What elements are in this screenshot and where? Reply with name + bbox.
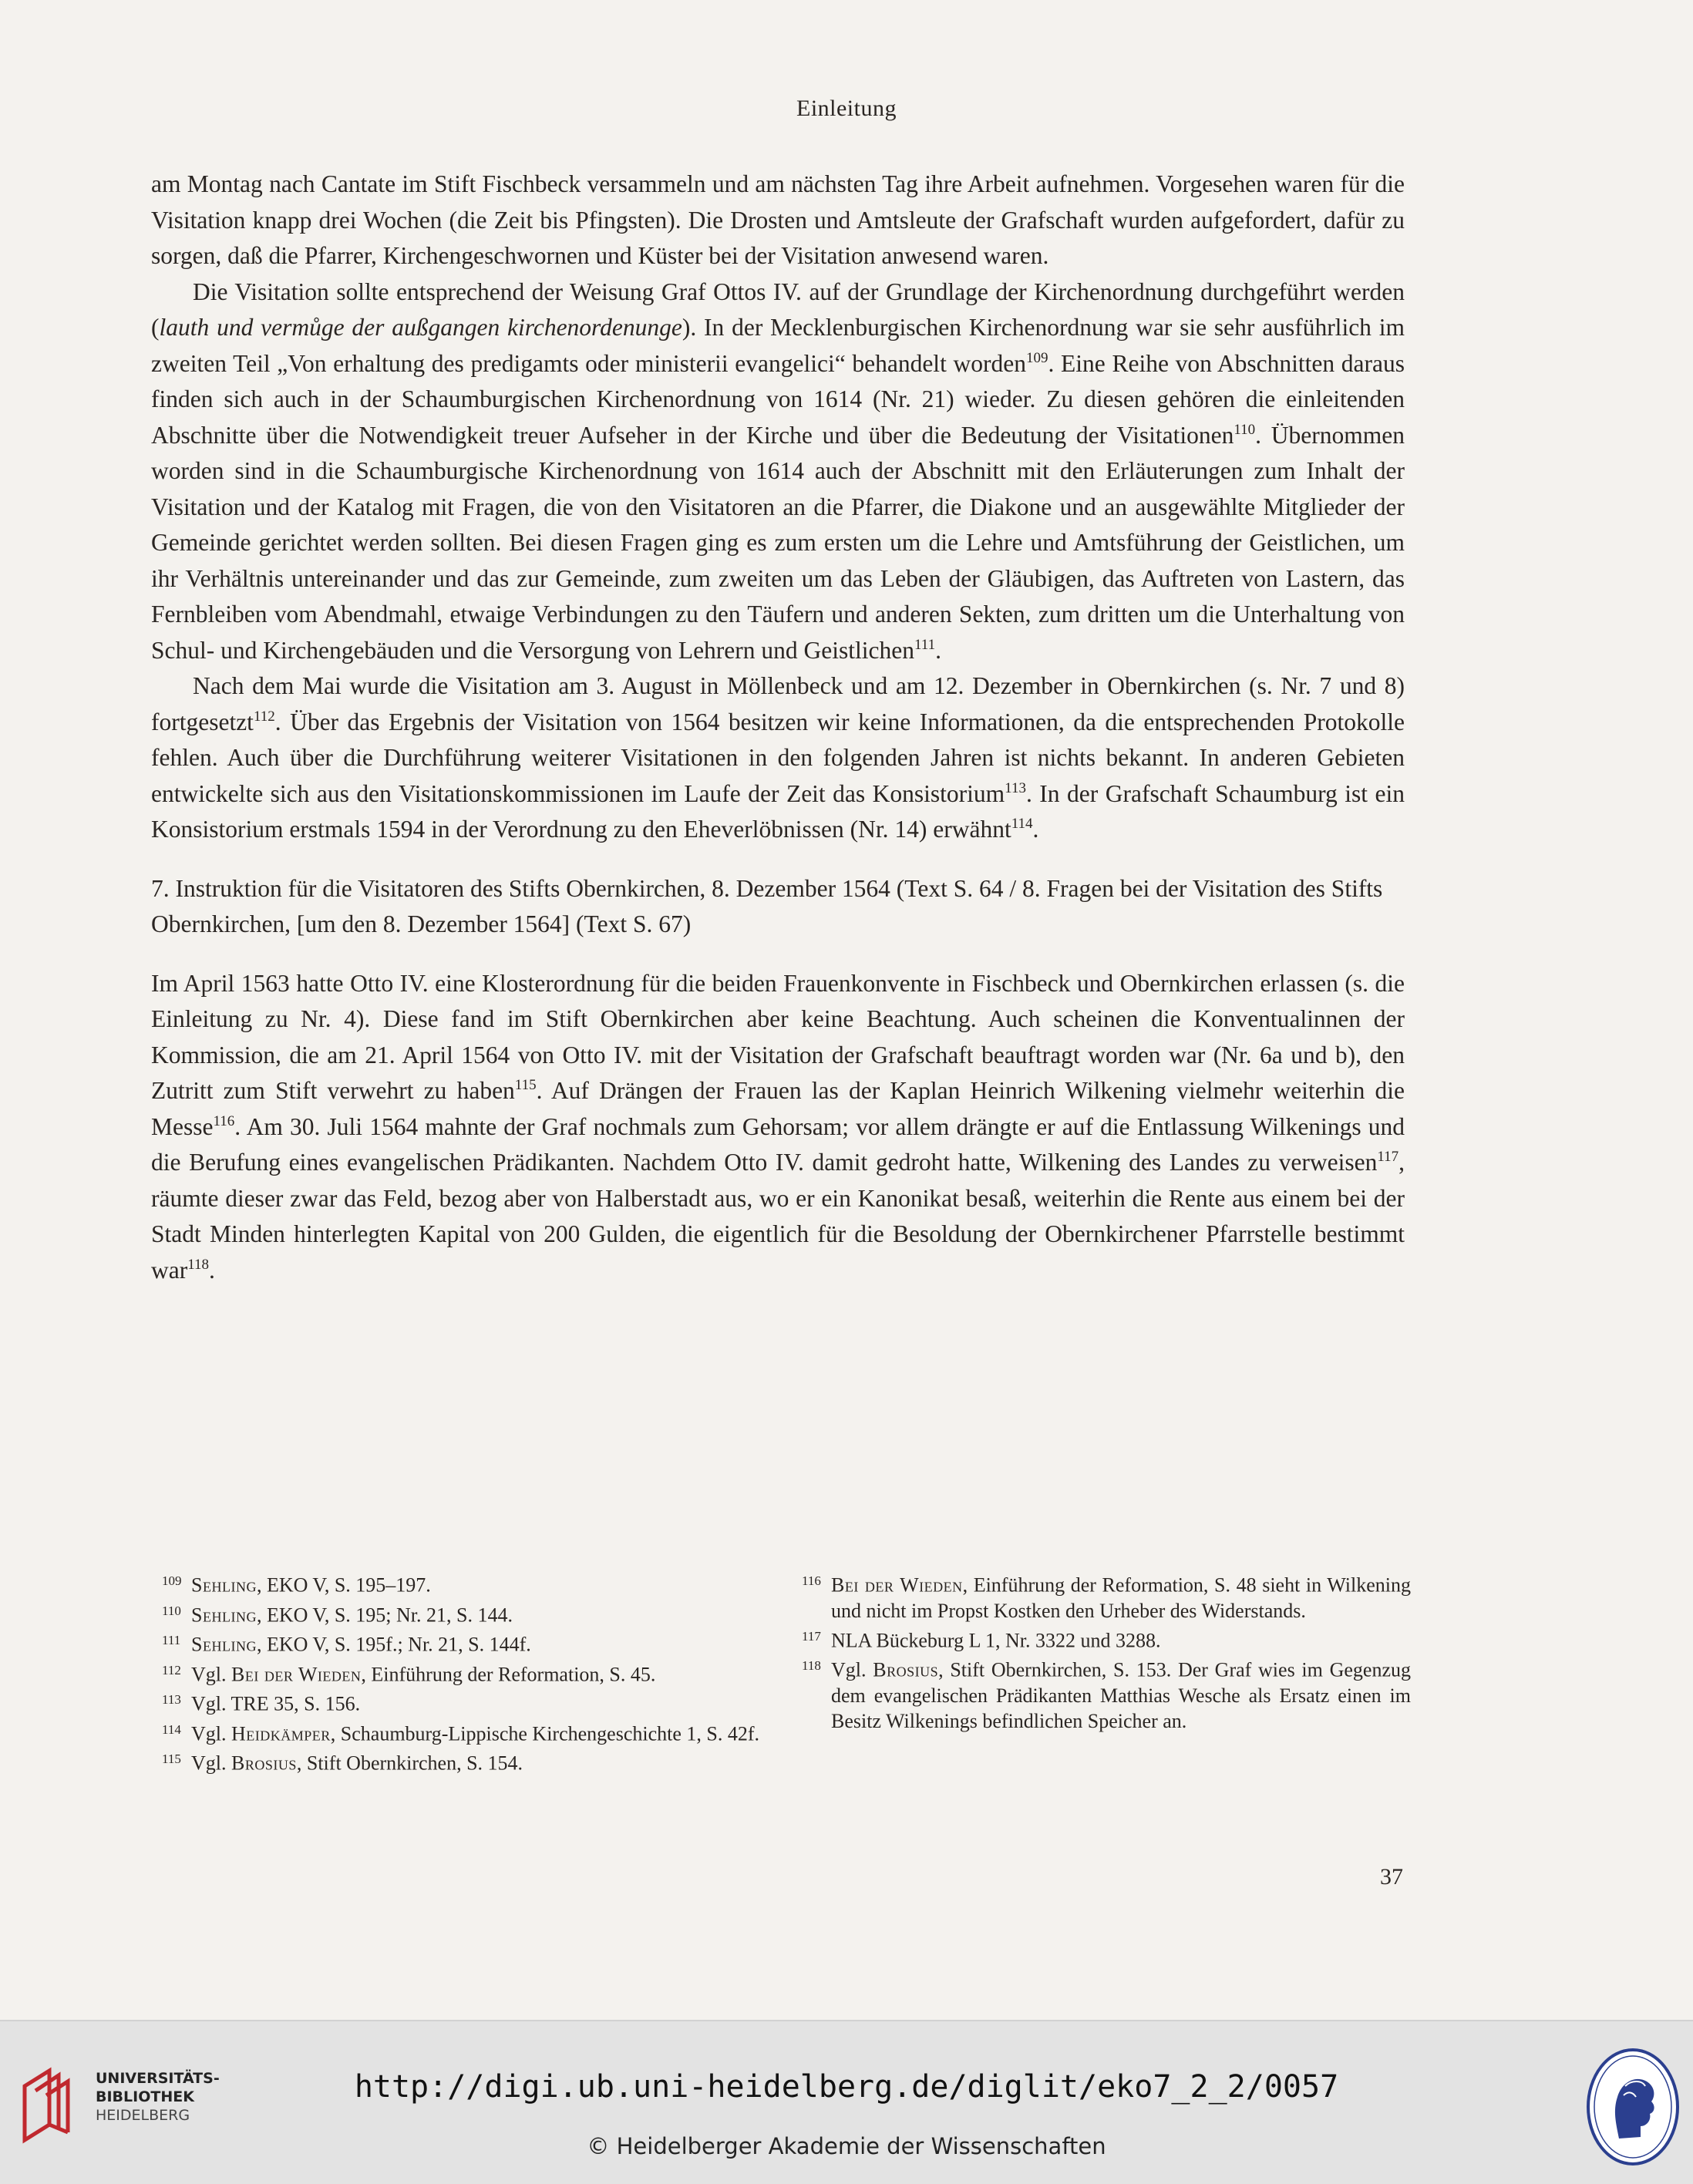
body-text xyxy=(151,167,1405,1288)
running-head: Einleitung xyxy=(796,96,897,121)
footnote-115: 115 Vgl. Brosius, Stift Obernkirchen, S. 154. xyxy=(162,1752,523,1775)
footnote-ref-109[interactable]: 109 xyxy=(1025,349,1048,366)
footnote-ref-118[interactable]: 118 xyxy=(187,1256,210,1273)
footnote-110: 110 Sehling, EKO V, S. 195; Nr. 21, S. 144. xyxy=(162,1603,513,1626)
footnote-117: 117 NLA Bückeburg L 1, Nr. 3322 und 3288. xyxy=(802,1628,1161,1651)
section-heading: 7. Instruktion für die Visitatoren des Stifts Obernkirchen, 8. Dezember 1564 (Text S. 64 / 8. Fragen bei der Visitation des Stifts Obernkirchen, [um den 8. Dezember 1564] (Text S. 67) xyxy=(151,874,1383,937)
footnotes-left-column xyxy=(162,1568,775,1776)
footnote-ref-112[interactable]: 112 xyxy=(253,708,275,725)
paragraph-4: Im April 1563 hatte Otto IV. eine Klosterordnung für die beiden Frauenkonvente in Fischbeck und Obernkirchen erlassen (s. die Einleitung zu Nr. 4). Diese fand im Stift Obernkirchen aber keine Beachtung. Auch scheinen die Konventualinnen der Kommission, die am 21. April 1564 von Otto IV. mit der Visitation der Grafschaft beauftragt worden war (Nr. 6a und b), den Zutritt zum Stift verwehrt zu haben$^{115}$. Auf Drängen der Frauen las der Kaplan Heinrich Wilkening vielmehr weiterhin die Messe$^{116}$. Am 30. Juli 1564 mahnte der Graf nochmals zum Gehorsam; vor allem drängte er auf die Entlassung Wilkenings und die Berufung eines evangelischen Prädikanten. Nachdem Otto IV. damit gedroht hatte, Wilkening des Landes zu verweisen$^{117}$, räumte dieser zwar das Feld, bezog aber von Halberstadt aus, wo er ein Kanonikat besaß, weiterhin die Rente aus einem bei der Stadt Minden hinterlegten Kapital von 200 Gulden, die eigentlich für die Besoldung der Obernkirchener Pfarrstelle bestimmt war$^{118}$. xyxy=(151,969,1405,1284)
university-library-name: UNIVERSITÄTS- BIBLIOTHEK HEIDELBERG xyxy=(96,2070,220,2124)
footnote-ref-116[interactable]: 116 xyxy=(213,1112,235,1129)
paragraph-1: am Montag nach Cantate im Stift Fischbeck versammeln und am nächsten Tag ihre Arbeit aufnehmen. Vorgesehen waren für die Visitation knapp drei Wochen (die Zeit bis Pfingsten). Die Drosten und Amtsleute der Grafschaft wurden aufgefordert, dafür zu sorgen, daß die Pfarrer, Kirchengeschwornen und Küster bei der Visitation anwesend waren. xyxy=(151,170,1405,269)
footnote-ref-114[interactable]: 114 xyxy=(1011,816,1033,833)
footnote-111: 111 Sehling, EKO V, S. 195f.; Nr. 21, S. 144f. xyxy=(162,1633,531,1656)
footnote-113: 113 Vgl. TRE 35, S. 156. xyxy=(162,1692,361,1715)
permalink-url[interactable]: http://digi.ub.uni-heidelberg.de/diglit/eko7_2_2/0057 xyxy=(354,2069,1339,2105)
page-number: 37 xyxy=(1380,1864,1403,1890)
footnote-ref-113[interactable]: 113 xyxy=(1005,779,1026,796)
footnote-ref-117[interactable]: 117 xyxy=(1377,1149,1399,1166)
footnotes-right-column xyxy=(802,1568,1411,1734)
academy-seal-icon[interactable] xyxy=(1585,2046,1681,2168)
viewer-footer xyxy=(0,2020,1693,2184)
paragraph-2: Die Visitation sollte entsprechend der Weisung Graf Ottos IV. auf der Grundlage der Kirchenordnung durchgeführt werden (lauth und vermůge der außgangen kirchenordenunge). In der Mecklenburgischen Kirchenordnung war sie sehr ausführlich im zweiten Teil „Von erhaltung des predigamts oder ministerii evangelici“ behandelt worden$^{109}$. Eine Reihe von Abschnitten daraus finden sich auch in der Schaumburgischen Kirchenordnung von 1614 (Nr. 21) wieder. Zu diesen gehören die einleitenden Abschnitte über die Notwendigkeit treuer Aufseher in der Kirche und über die Bedeutung der Visitationen$^{110}$. Übernommen worden sind in die Schaumburgische Kirchenordnung von 1614 auch der Abschnitt mit den Erläuterungen zum Inhalt der Visitation und der Katalog mit Fragen, die von den Visitatoren an die Pfarrer, die Diakone und an ausgewählte Mitglieder der Gemeinde gerichtet werden sollten. Bei diesen Fragen ging es zum ersten um die Lehre und Amtsführung der Geistlichen, um ihr Verhältnis untereinander und das zur Gemeinde, zum zweiten um das Leben der Gläubigen, das Auftreten von Lastern, das Fernbleiben vom Abendmahl, etwaige Verbindungen zu den Täufern und anderen Sekten, zum dritten um die Unterhaltung von Schul- und Kirchengebäuden und die Versorgung von Lehrern und Geistlichen$^{111}$. xyxy=(151,278,1405,664)
footnote-112: 112 Vgl. Bei der Wieden, Einführung der Reformation, S. 45. xyxy=(162,1662,656,1685)
footnote-ref-110[interactable]: 110 xyxy=(1234,421,1256,438)
footnote-ref-111[interactable]: 111 xyxy=(914,636,936,653)
footnote-116: 116 Bei der Wieden, Einführung der Reformation, S. 48 sieht in Wilkening und nicht im Propst Kostken den Urheber des Widerstands. xyxy=(802,1573,1411,1622)
footnote-109: 109 Sehling, EKO V, S. 195–197. xyxy=(162,1573,431,1597)
quote-italic: lauth und vermůge der außgangen kirchenordenunge xyxy=(159,314,682,341)
footnote-114: 114 Vgl. Heidkämper, Schaumburg-Lippische Kirchengeschichte 1, S. 42f. xyxy=(162,1721,760,1745)
paragraph-3: Nach dem Mai wurde die Visitation am 3. August in Möllenbeck und am 12. Dezember in Obernkirchen (s. Nr. 7 und 8) fortgesetzt$^{112}$. Über das Ergebnis der Visitation von 1564 besitzen wir keine Informationen, da die entsprechenden Protokolle fehlen. Auch über die Durchführung weiterer Visitationen in den folgenden Jahren ist nichts bekannt. In anderen Gebieten entwickelte sich aus den Visitationskommissionen im Laufe der Zeit das Konsistorium$^{113}$. In der Grafschaft Schaumburg ist ein Konsistorium erstmals 1594 in der Verordnung zu den Eheverlöbnissen (Nr. 14) erwähnt$^{114}$. xyxy=(151,672,1405,843)
copyright-notice: © Heidelberger Akademie der Wissenschaften xyxy=(587,2133,1106,2159)
footnote-ref-115[interactable]: 115 xyxy=(514,1077,537,1094)
footnote-118: 118 Vgl. Brosius, Stift Obernkirchen, S. 153. Der Graf wies im Gegenzug dem evangelischen Prädikanten Matthias Wesche als Ersatz einen im Besitz Wilkenings befindlichen Speicher an. xyxy=(802,1658,1411,1732)
